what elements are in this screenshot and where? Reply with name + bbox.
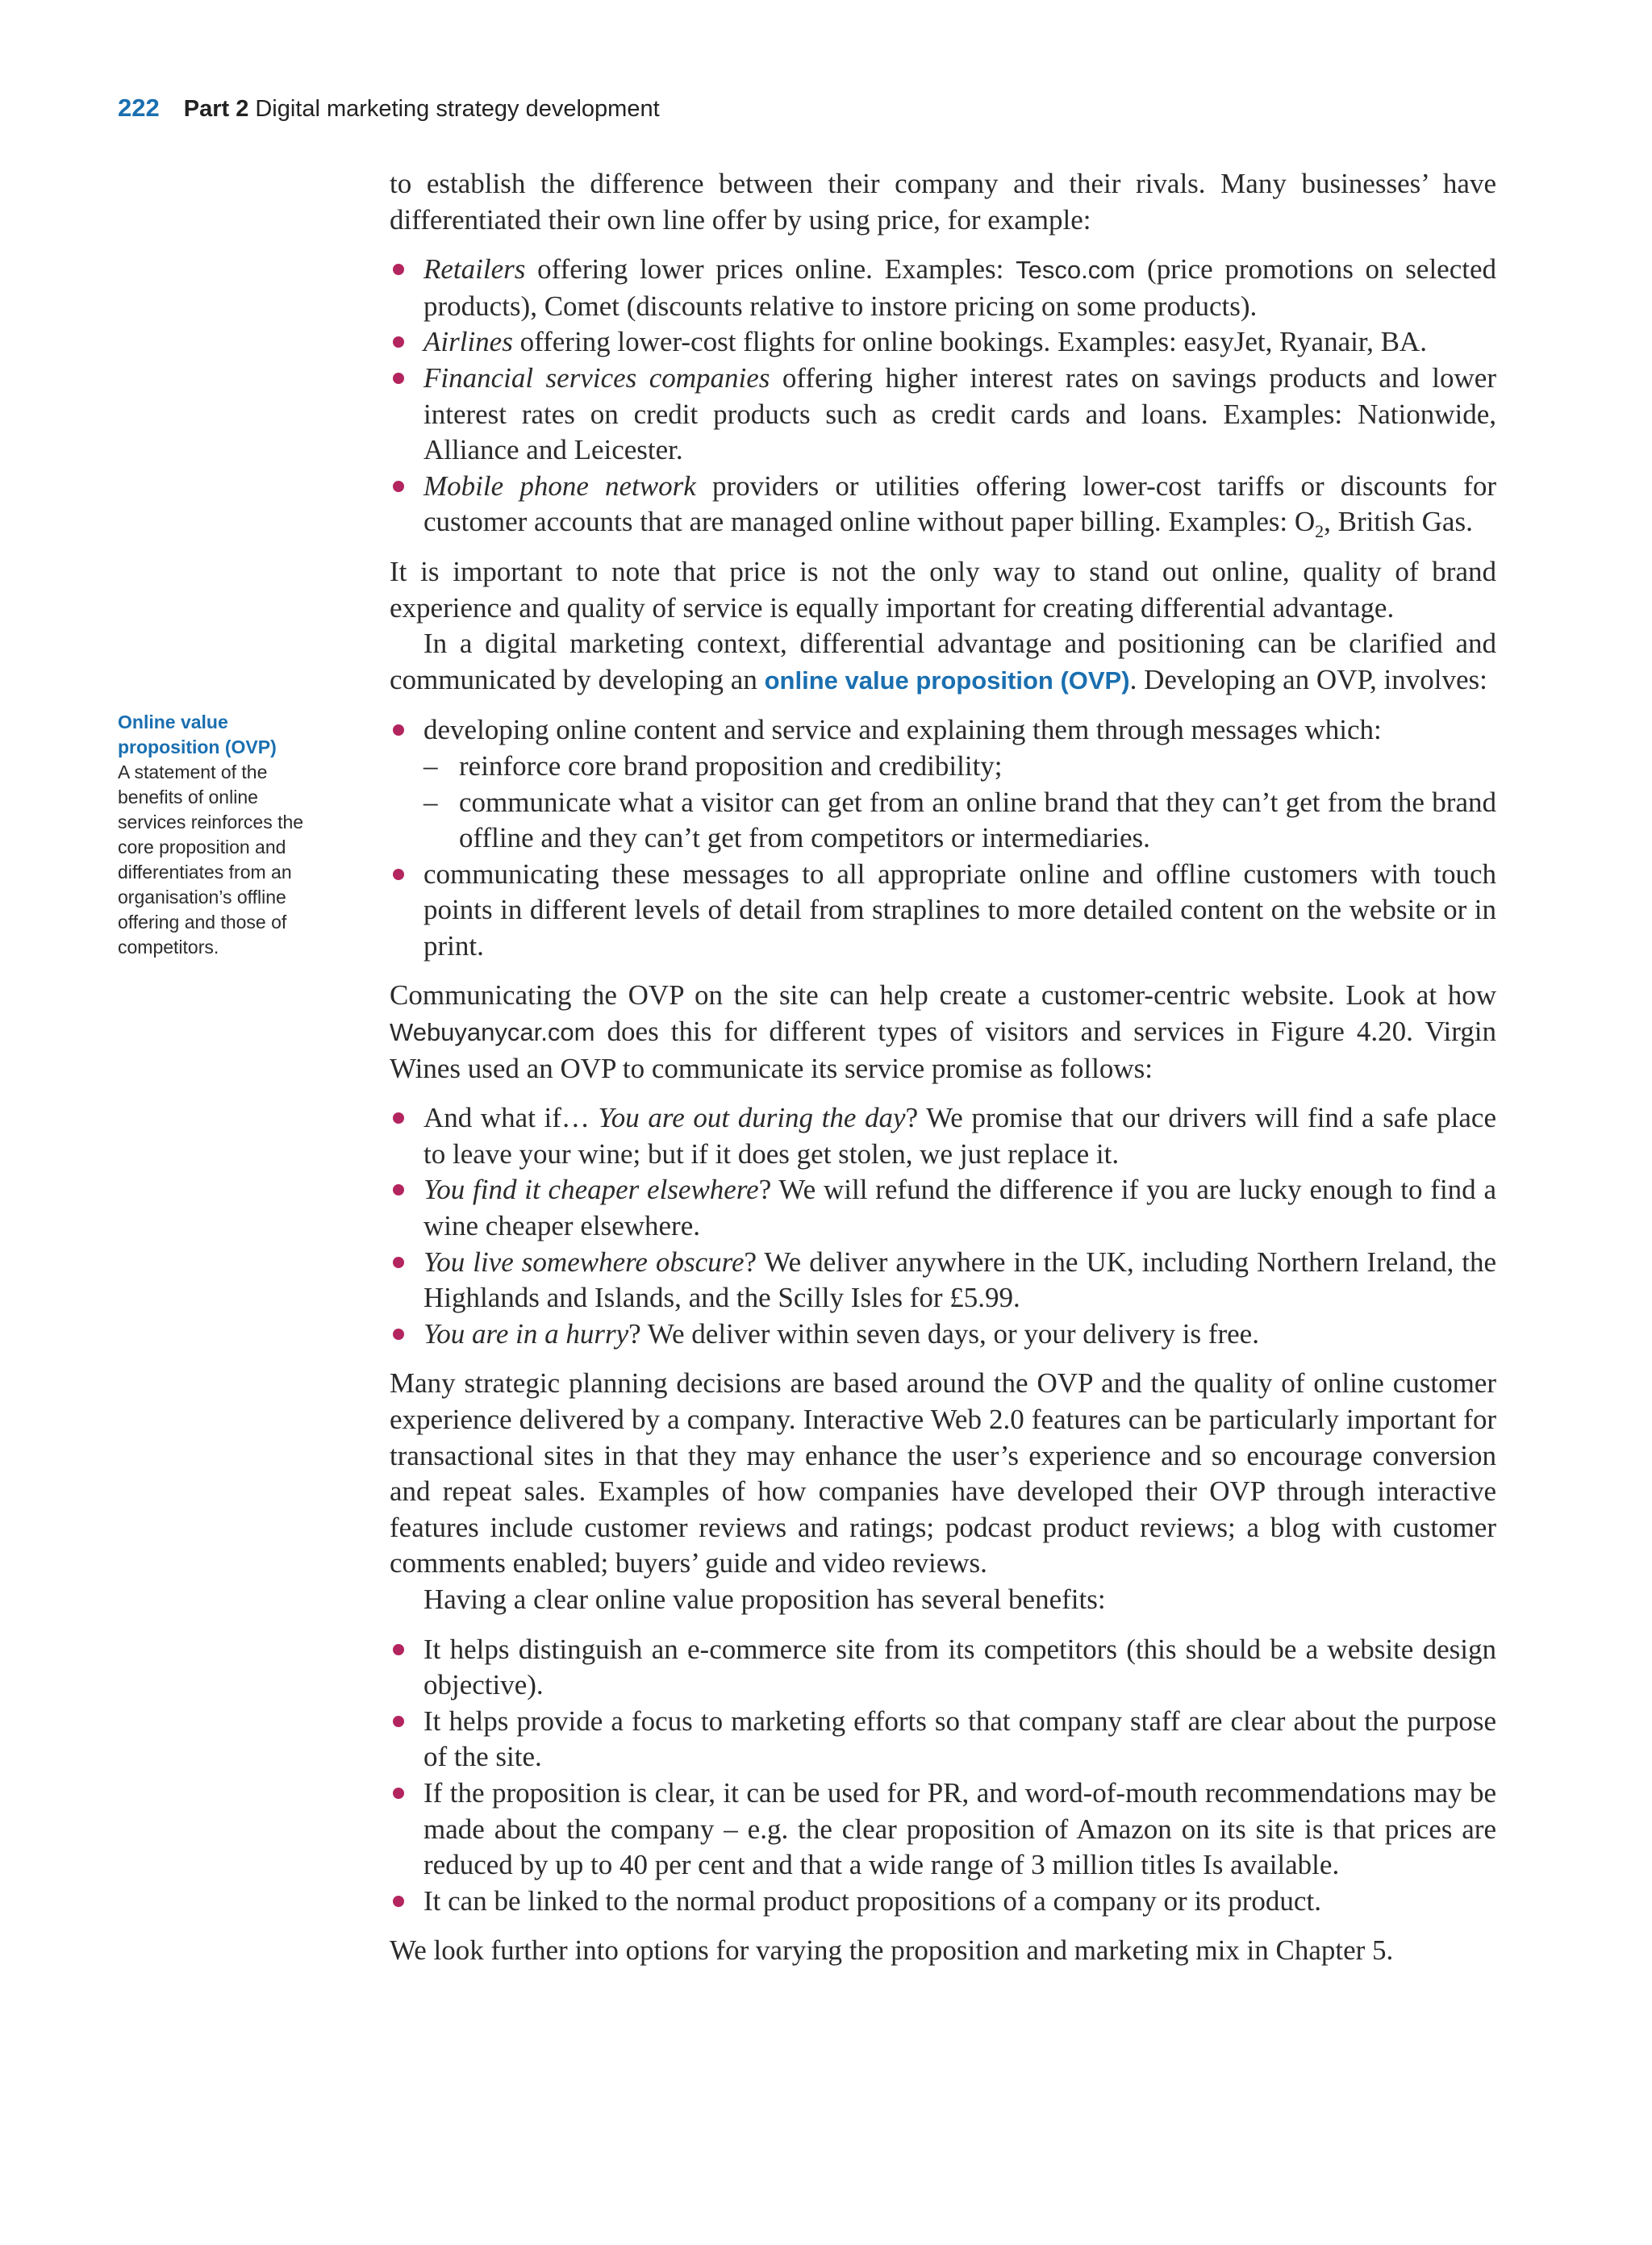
site-name: Webuyanycar.com: [390, 1018, 595, 1047]
item-text: ? We deliver anywhere in the UK, including Northern Ireland, the Highlands and Islands, and the Scilly Isles for £5.99.: [423, 1246, 1496, 1314]
item-text: ? We deliver within seven days, or your delivery is free.: [628, 1317, 1259, 1350]
ovp-steps-list: [390, 712, 1496, 964]
item-text: offering lower prices online. Examples:: [525, 253, 1016, 286]
key-term: online value proposition (OVP): [764, 666, 1130, 695]
benefits-list: [390, 1632, 1496, 1920]
sub-list-item: – communicate what a visitor can get from an online brand that they can’t get from the brand offline and they can’t get from competitors or intermediaries.: [423, 785, 1496, 857]
list-item: [390, 361, 1496, 469]
paragraph-text: does this for different types of visitors and services in Figure 4.20. Virgin Wines used an OVP to communicate its service promise as follows:: [390, 1016, 1496, 1084]
list-item: It can be linked to the normal product propositions of a company or its product.: [390, 1884, 1496, 1920]
running-header: [118, 94, 660, 123]
list-item: If the proposition is clear, it can be used for PR, and word-of-mouth recommendations may be made about the company – e.g. the clear proposition of Amazon on its site is that prices are reduced by up to 40 per cent and that a wide range of 3 million titles Is available.: [390, 1776, 1496, 1884]
item-text: offering higher interest rates on savings products and lower interest rates on credit products such as credit cards and loans. Examples: Nationwide, Alliance and Leicester.: [423, 361, 1496, 466]
list-item: [390, 1317, 1496, 1353]
paragraph-text: . Developing an OVP, involves:: [1129, 663, 1487, 695]
item-text: , British Gas.: [1324, 506, 1473, 538]
list-item: [390, 324, 1496, 361]
paragraph-5: Many strategic planning decisions are based around the OVP and the quality of online customer experience delivered by a company. Interactive Web 2.0 features can be particularly important for transactional sites in that they may enhance the user’s experience and so encourage conversion and repeat sales. Examples of how companies have developed their OVP through interactive features include customer reviews and ratings; podcast product reviews; a blog with customer comments enabled; buyers’ guide and video reviews.: [390, 1367, 1496, 1579]
sub-list: [423, 749, 1496, 857]
paragraph-text: In a digital marketing context, differential advantage and positioning can be clarified and communicated by developing an: [390, 628, 1496, 695]
item-emphasis: You find it cheaper elsewhere: [423, 1174, 759, 1206]
paragraph-3: [390, 626, 1496, 699]
item-text: (price promotions on selected products), Comet (discounts relative to instore pricing on some products).: [423, 253, 1497, 322]
paragraph-6: Having a clear online value proposition has several benefits:: [423, 1583, 1106, 1615]
item-emphasis: Mobile phone network: [423, 469, 696, 502]
paragraph-7: We look further into options for varying the proposition and marketing mix in Chapter 5.: [390, 1934, 1394, 1967]
subscript: 2: [1315, 521, 1325, 542]
virgin-wines-list: [390, 1100, 1496, 1352]
price-examples-list: [390, 252, 1496, 540]
margin-definition: [118, 710, 327, 960]
chapter-title: Digital marketing strategy development: [255, 96, 660, 122]
list-item: [390, 1172, 1496, 1244]
paragraph-4: [390, 978, 1496, 1087]
paragraph-text: Communicating the OVP on the site can help create a customer-centric website. Look at how: [390, 979, 1496, 1012]
part-label: Part 2: [183, 96, 249, 122]
page-number: 222: [118, 94, 160, 122]
list-item: It helps distinguish an e-commerce site from its competitors (this should be a website design objective).: [390, 1632, 1496, 1704]
list-item: [390, 252, 1496, 324]
item-text: developing online content and service and explaining them through messages which:: [423, 714, 1382, 746]
paragraph-2: It is important to note that price is not the only way to stand out online, quality of brand experience and quality of service is equally important for creating differential advantage.: [390, 555, 1496, 624]
list-item: [390, 1100, 1496, 1172]
item-text: And what if…: [423, 1102, 599, 1134]
list-item: [390, 469, 1496, 540]
item-text: offering lower-cost flights for online bookings. Examples: easyJet, Ryanair, BA.: [512, 326, 1427, 358]
item-emphasis: Financial services companies: [423, 361, 770, 394]
item-emphasis: Airlines: [423, 326, 513, 358]
item-text: ? We promise that our drivers will find a safe place to leave your wine; but if it does get stolen, we just replace it.: [423, 1102, 1496, 1170]
item-text: providers or utilities offering lower-cost tariffs or discounts for customer accounts that are managed online without paper billing. Examples: O: [423, 469, 1496, 538]
item-emphasis: You are out during the day: [598, 1102, 906, 1134]
list-item: [390, 1245, 1496, 1317]
list-item: It helps provide a focus to marketing efforts so that company staff are clear about the purpose of the site.: [390, 1704, 1496, 1776]
item-emphasis: You are in a hurry: [423, 1317, 629, 1350]
main-text: [390, 166, 1496, 1969]
item-emphasis: You live somewhere obscure: [423, 1246, 745, 1278]
item-emphasis: Retailers: [423, 253, 526, 286]
site-name: Tesco.com: [1016, 256, 1136, 285]
list-item: [390, 712, 1496, 856]
margin-definition-text: A statement of the benefits of online services reinforces the core proposition and differentiates from an organisation’s offline offering and those of competitors.: [118, 762, 304, 958]
list-item: communicating these messages to all appropriate online and offline customers with touch points in different levels of detail from straplines to more detailed content on the website or in print.: [390, 857, 1496, 965]
item-text: ? We will refund the difference if you are lucky enough to find a wine cheaper elsewhere.: [423, 1174, 1497, 1242]
margin-term: Online value proposition (OVP): [118, 711, 277, 757]
paragraph-1: to establish the difference between their company and their rivals. Many businesses’ have differentiated their own line offer by using price, for example:: [390, 168, 1496, 236]
sub-list-item: – reinforce core brand proposition and credibility;: [423, 749, 1496, 785]
